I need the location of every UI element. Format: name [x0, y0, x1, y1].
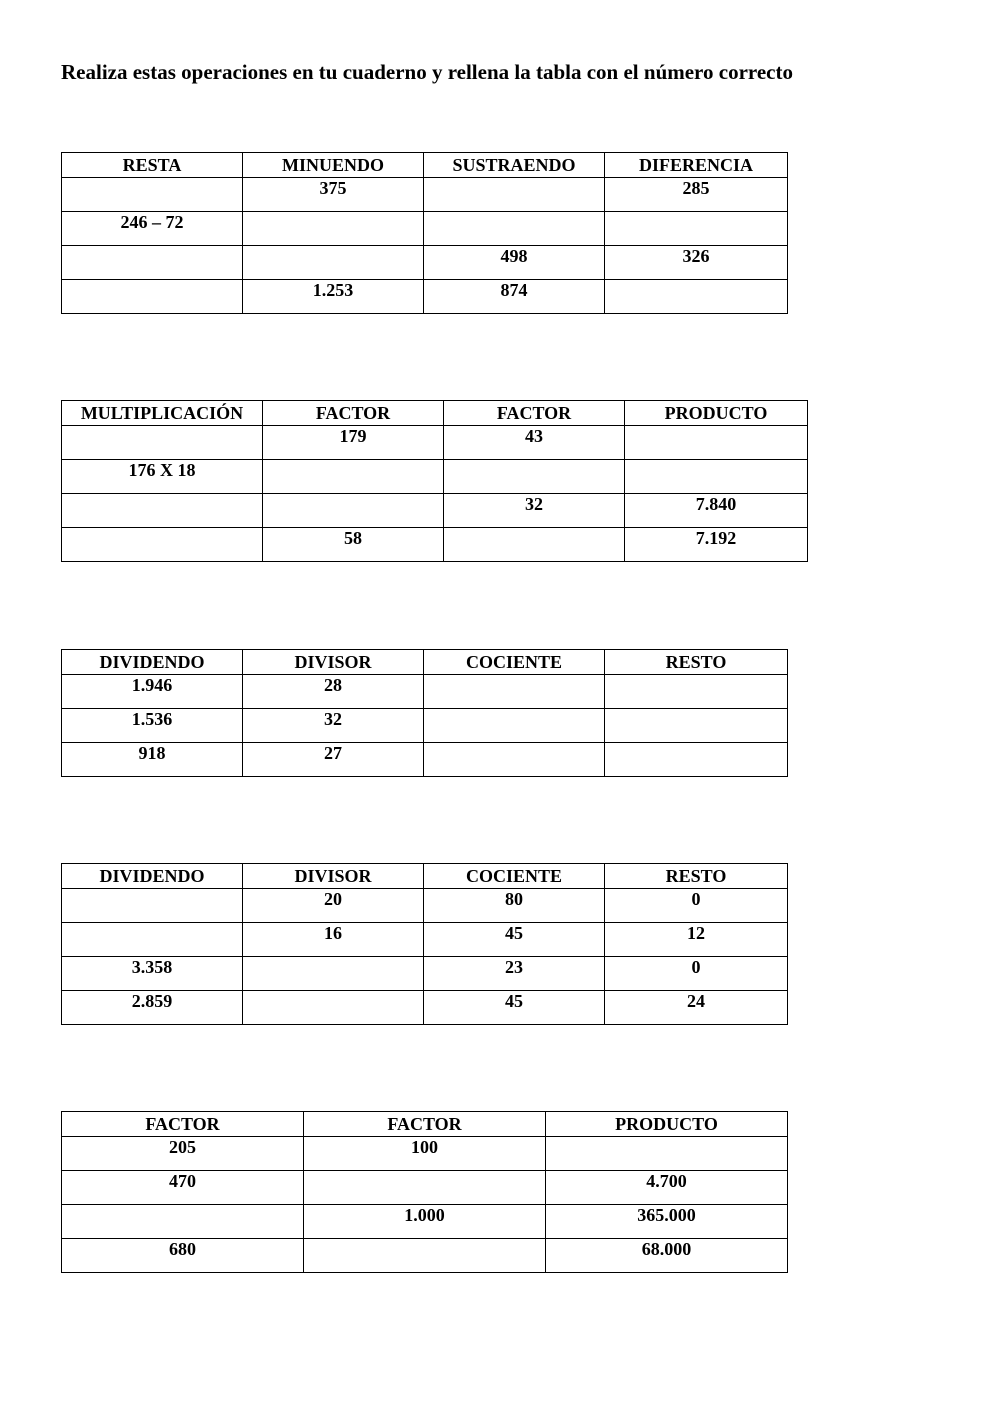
table-cell[interactable]	[263, 494, 444, 528]
table-cell[interactable]	[62, 494, 263, 528]
table-cell[interactable]: 375	[243, 178, 424, 212]
table-cell[interactable]	[605, 709, 788, 743]
table-cell[interactable]: 23	[424, 957, 605, 991]
table-cell[interactable]: 45	[424, 991, 605, 1025]
table-cell[interactable]: 1.000	[304, 1205, 546, 1239]
table-cell[interactable]	[243, 212, 424, 246]
table-row	[62, 743, 788, 777]
table-row	[62, 246, 788, 280]
table-cell[interactable]: 1.946	[62, 675, 243, 709]
table-cell[interactable]: 28	[243, 675, 424, 709]
table-cell[interactable]: 80	[424, 889, 605, 923]
table-cell[interactable]: 58	[263, 528, 444, 562]
table-cell[interactable]: 326	[605, 246, 788, 280]
table-cell[interactable]: 205	[62, 1137, 304, 1171]
table-row	[62, 889, 788, 923]
table-row	[62, 528, 808, 562]
table-cell[interactable]: 1.536	[62, 709, 243, 743]
division-table-2	[61, 863, 788, 1025]
table-cell[interactable]: 27	[243, 743, 424, 777]
product-table	[61, 1111, 788, 1273]
table-row	[62, 991, 788, 1025]
table-cell[interactable]	[605, 212, 788, 246]
table-cell[interactable]	[62, 889, 243, 923]
column-header: DIVIDENDO	[62, 864, 243, 889]
table-cell[interactable]	[243, 246, 424, 280]
table-cell[interactable]: 45	[424, 923, 605, 957]
column-header: FACTOR	[263, 401, 444, 426]
table-cell[interactable]	[424, 709, 605, 743]
table-cell[interactable]: 7.840	[625, 494, 808, 528]
table-cell[interactable]: 12	[605, 923, 788, 957]
table-cell[interactable]: 246 – 72	[62, 212, 243, 246]
column-header: MINUENDO	[243, 153, 424, 178]
table-cell[interactable]: 498	[424, 246, 605, 280]
table-header-row	[62, 153, 788, 178]
table-cell[interactable]	[263, 460, 444, 494]
table-cell[interactable]: 365.000	[546, 1205, 788, 1239]
table-cell[interactable]	[605, 280, 788, 314]
column-header: PRODUCTO	[625, 401, 808, 426]
column-header: MULTIPLICACIÓN	[62, 401, 263, 426]
table-row	[62, 280, 788, 314]
table-row	[62, 460, 808, 494]
column-header: FACTOR	[444, 401, 625, 426]
table-cell[interactable]: 68.000	[546, 1239, 788, 1273]
column-header: DIVIDENDO	[62, 650, 243, 675]
table-row	[62, 426, 808, 460]
column-header: COCIENTE	[424, 864, 605, 889]
table-cell[interactable]: 100	[304, 1137, 546, 1171]
table-cell[interactable]	[444, 460, 625, 494]
column-header: RESTO	[605, 864, 788, 889]
table-row	[62, 957, 788, 991]
table-cell[interactable]: 680	[62, 1239, 304, 1273]
table-cell[interactable]	[62, 528, 263, 562]
table-cell[interactable]	[424, 675, 605, 709]
table-cell[interactable]	[424, 178, 605, 212]
column-header: FACTOR	[304, 1112, 546, 1137]
table-cell[interactable]: 918	[62, 743, 243, 777]
table-row	[62, 709, 788, 743]
table-cell[interactable]	[605, 675, 788, 709]
table-row	[62, 1171, 788, 1205]
table-row	[62, 1205, 788, 1239]
column-header: DIFERENCIA	[605, 153, 788, 178]
column-header: DIVISOR	[243, 864, 424, 889]
subtraction-table	[61, 152, 788, 314]
table-row	[62, 923, 788, 957]
table-cell[interactable]	[62, 1205, 304, 1239]
table-cell[interactable]	[424, 212, 605, 246]
table-header-row	[62, 1112, 788, 1137]
table-cell[interactable]: 874	[424, 280, 605, 314]
column-header: COCIENTE	[424, 650, 605, 675]
table-cell[interactable]	[62, 426, 263, 460]
table-header-row	[62, 864, 788, 889]
table-cell[interactable]: 0	[605, 889, 788, 923]
table-header-row	[62, 401, 808, 426]
table-row	[62, 178, 788, 212]
table-cell[interactable]: 24	[605, 991, 788, 1025]
table-cell[interactable]: 176 X 18	[62, 460, 263, 494]
table-cell[interactable]: 20	[243, 889, 424, 923]
table-cell[interactable]: 43	[444, 426, 625, 460]
table-row	[62, 494, 808, 528]
table-cell[interactable]	[625, 460, 808, 494]
table-row	[62, 1239, 788, 1273]
table-row	[62, 212, 788, 246]
table-cell[interactable]: 16	[243, 923, 424, 957]
table-cell[interactable]	[62, 246, 243, 280]
table-cell[interactable]: 470	[62, 1171, 304, 1205]
column-header: FACTOR	[62, 1112, 304, 1137]
column-header: SUSTRAENDO	[424, 153, 605, 178]
table-cell[interactable]	[62, 923, 243, 957]
table-header-row	[62, 650, 788, 675]
column-header: RESTO	[605, 650, 788, 675]
column-header: RESTA	[62, 153, 243, 178]
table-cell[interactable]	[62, 280, 243, 314]
table-cell[interactable]: 1.253	[243, 280, 424, 314]
table-cell[interactable]: 2.859	[62, 991, 243, 1025]
column-header: DIVISOR	[243, 650, 424, 675]
table-cell[interactable]: 3.358	[62, 957, 243, 991]
table-cell[interactable]: 0	[605, 957, 788, 991]
table-row	[62, 1137, 788, 1171]
table-cell[interactable]	[304, 1239, 546, 1273]
table-row	[62, 675, 788, 709]
table-cell[interactable]	[424, 743, 605, 777]
table-cell[interactable]: 32	[243, 709, 424, 743]
table-cell[interactable]	[605, 743, 788, 777]
table-cell[interactable]	[625, 426, 808, 460]
table-cell[interactable]	[444, 528, 625, 562]
table-cell[interactable]	[243, 957, 424, 991]
table-cell[interactable]: 179	[263, 426, 444, 460]
table-cell[interactable]: 285	[605, 178, 788, 212]
table-cell[interactable]	[62, 178, 243, 212]
multiplication-table	[61, 400, 808, 562]
division-table-1	[61, 649, 788, 777]
table-cell[interactable]: 4.700	[546, 1171, 788, 1205]
worksheet-title: Realiza estas operaciones en tu cuaderno y rellena la tabla con el número correcto	[61, 60, 793, 84]
table-cell[interactable]	[546, 1137, 788, 1171]
table-cell[interactable]	[243, 991, 424, 1025]
table-cell[interactable]	[304, 1171, 546, 1205]
table-cell[interactable]: 7.192	[625, 528, 808, 562]
column-header: PRODUCTO	[546, 1112, 788, 1137]
table-cell[interactable]: 32	[444, 494, 625, 528]
